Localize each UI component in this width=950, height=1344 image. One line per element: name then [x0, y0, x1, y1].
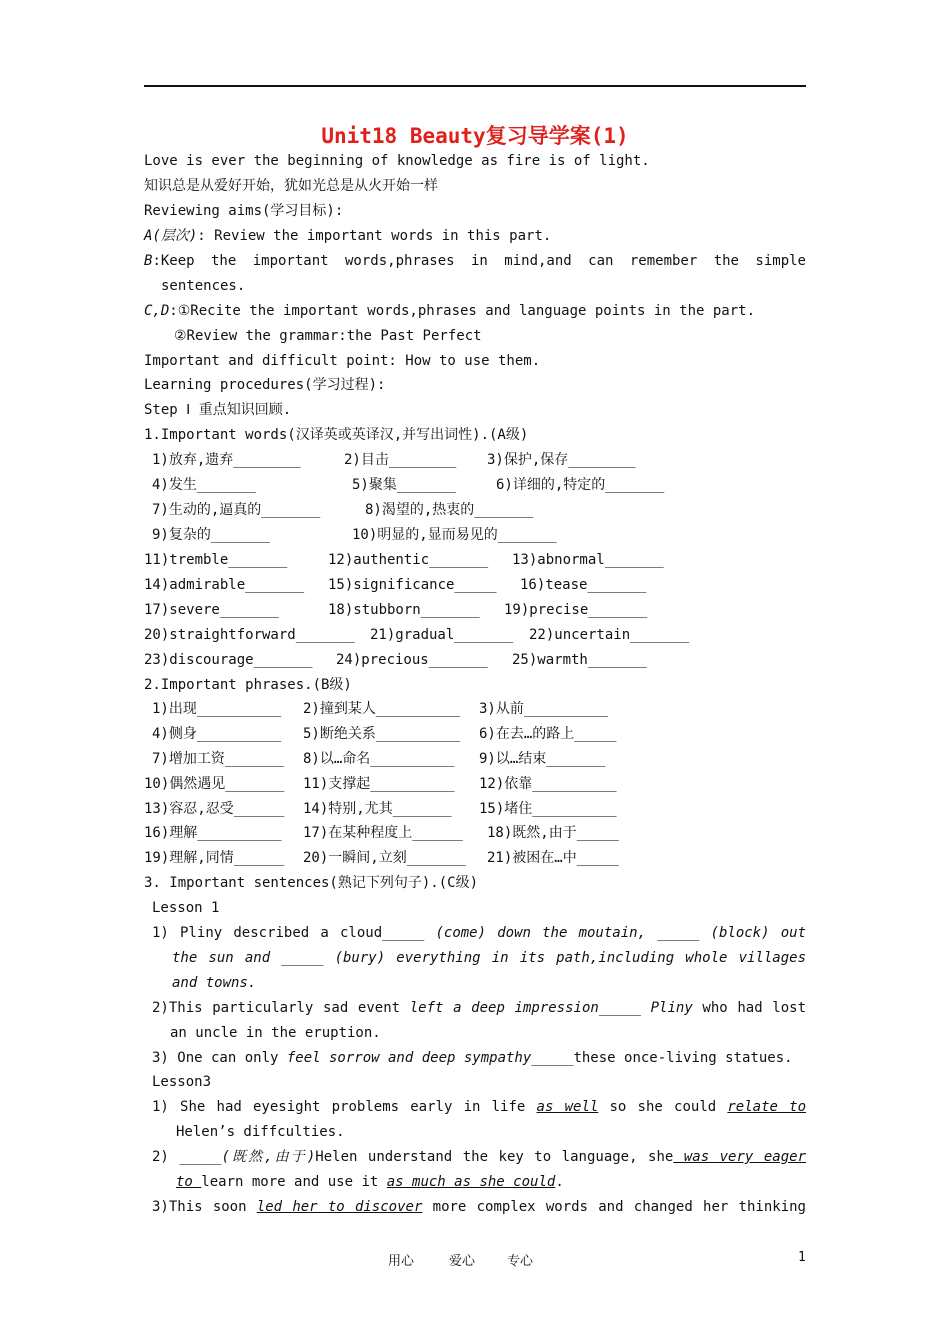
lesson1-sentence-2-line-2: an uncle in the eruption. [170, 1025, 381, 1041]
footer-motto-2: 爱心 [449, 1254, 476, 1269]
aim-b [144, 249, 806, 274]
list-item-text: 16)tease_______ [520, 577, 647, 593]
list-item-text: 23)discourage_______ [144, 652, 313, 668]
list-item-text: 10)偶然遇见_______ [144, 776, 285, 792]
list-item-text: 15)significance_____ [328, 577, 497, 593]
list-item-text: 15)堵住__________ [479, 801, 617, 817]
lesson3-sentence-1: 1) She had eyesight problems early in life as well so she could relate to [152, 1099, 806, 1115]
lesson-3-label: Lesson3 [152, 1074, 212, 1090]
words-heading: 1.Important words(汉译英或英译汉,并写出词性).(A级) [144, 427, 529, 443]
footer-motto-3: 专心 [507, 1254, 534, 1269]
lesson3-sentence-1-line-2: Helen’s diffculties. [176, 1124, 345, 1140]
list-item-text: 21)gradual_______ [370, 627, 514, 643]
aim-a-text: : Review the important words in this part. [197, 228, 552, 244]
list-item-text: 24)precious_______ [336, 652, 488, 668]
list-item-text: 9)复杂的_______ [152, 527, 270, 543]
list-item-text: 20)straightforward_______ [144, 627, 355, 643]
procedures-heading: Learning procedures(学习过程): [144, 377, 386, 393]
page-footer [0, 1250, 950, 1270]
list-item-text: 7)生动的,逼真的_______ [152, 502, 321, 518]
key-point: Important and difficult point: How to use them. [144, 353, 541, 369]
list-item-text: 1)放弃,遗弃________ [152, 452, 301, 468]
list-item-text: 9)以…结束_______ [479, 751, 606, 767]
footer-motto-1: 用心 [388, 1254, 415, 1269]
list-item-text: 25)warmth_______ [512, 652, 647, 668]
phrases-heading: 2.Important phrases.(B级) [144, 677, 352, 693]
aim-cd [144, 299, 755, 324]
list-item-text: 5)聚集_______ [352, 477, 456, 493]
list-item-text: 11)支撑起__________ [303, 776, 455, 792]
lesson1-sentence-3: 3) One can only feel sorrow and deep sympathy_____these once-living statues. [152, 1050, 793, 1066]
lesson-1-label: Lesson 1 [152, 900, 220, 916]
list-item-text: 8)渴望的,热衷的_______ [365, 502, 534, 518]
list-item-text: 4)侧身__________ [152, 726, 282, 742]
aim-cd-grammar: ②Review the grammar:the Past Perfect [174, 328, 482, 344]
list-item-text: 14)特别,尤其_______ [303, 801, 452, 817]
lesson1-sentence-2: 2)This particularly sad event left a deep impression_____ Pliny who had lost [152, 1000, 807, 1016]
list-item-text: 6)在去…的路上_____ [479, 726, 617, 742]
aim-b-text: :Keep the important words,phrases in mind,and can remember the simple [152, 253, 806, 269]
list-item-text: 3)从前__________ [479, 701, 609, 717]
aim-a [144, 224, 551, 249]
aim-b-level: B [144, 253, 153, 269]
list-item-text: 12)依靠__________ [479, 776, 617, 792]
page-number: 1 [798, 1250, 806, 1265]
header-rule [144, 85, 806, 87]
list-item-text: 2)目击________ [344, 452, 457, 468]
list-item-text: 16)理解__________ [144, 825, 282, 841]
list-item-text: 20)一瞬间,立刻_______ [303, 850, 466, 866]
list-item-text: 19)理解,同情______ [144, 850, 285, 866]
list-item-text: 18)既然,由于_____ [487, 825, 619, 841]
lesson1-sentence-1-line-2: the sun and _____ (bury) everything in its path,including whole villages [172, 950, 806, 966]
aim-b-continued: sentences. [161, 278, 246, 294]
list-item-text: 12)authentic_______ [328, 552, 489, 568]
list-item-text: 7)增加工资_______ [152, 751, 284, 767]
list-item-text: 22)uncertain_______ [529, 627, 690, 643]
list-item-text: 1)出现__________ [152, 701, 282, 717]
list-item-text: 13)abnormal_______ [512, 552, 664, 568]
list-item-text: 5)断绝关系__________ [303, 726, 461, 742]
lesson1-sentence-1: 1) Pliny described a cloud_____ (come) down the moutain, _____ (block) out [152, 925, 806, 941]
list-item-text: 8)以…命名__________ [303, 751, 455, 767]
list-item-text: 13)容忍,忍受______ [144, 801, 285, 817]
list-item-text: 21)被困在…中_____ [487, 850, 619, 866]
page-title: Unit18 Beauty复习导学案(1) [321, 124, 629, 148]
list-item-text: 6)详细的,特定的_______ [496, 477, 665, 493]
list-item-text: 3)保护,保存________ [487, 452, 636, 468]
list-item-text: 19)precise_______ [504, 602, 648, 618]
lesson3-sentence-2: 2) _____(既然,由于)Helen understand the key to language, she was very eager [152, 1149, 806, 1165]
aim-cd-text: :①Recite the important words,phrases and language points in the part. [169, 303, 755, 319]
aims-heading: Reviewing aims(学习目标): [144, 203, 344, 219]
list-item-text: 10)明显的,显而易见的_______ [352, 527, 557, 543]
aim-cd-level: C,D [144, 303, 170, 319]
step-one: Step Ⅰ 重点知识回顾. [144, 402, 292, 418]
list-item-text: 2)撞到某人__________ [303, 701, 461, 717]
list-item-text: 18)stubborn_______ [328, 602, 480, 618]
list-item-text: 4)发生_______ [152, 477, 256, 493]
lesson1-sentence-1-line-3: and towns. [172, 975, 257, 991]
list-item-text: 14)admirable_______ [144, 577, 305, 593]
quote-english: Love is ever the beginning of knowledge as fire is of light. [144, 153, 650, 169]
quote-chinese: 知识总是从爱好开始，犹如光总是从火开始一样 [144, 178, 438, 194]
lesson3-sentence-2-line-2: to learn more and use it as much as she could. [176, 1174, 564, 1190]
list-item-text: 17)severe_______ [144, 602, 279, 618]
list-item-text: 17)在某种程度上______ [303, 825, 463, 841]
list-item-text: 11)tremble_______ [144, 552, 288, 568]
aim-a-level: A(层次) [144, 228, 198, 244]
lesson3-sentence-3: 3)This soon led her to discover more complex words and changed her thinking [152, 1199, 806, 1215]
sentences-heading: 3. Important sentences(熟记下列句子).(C级) [144, 875, 479, 891]
